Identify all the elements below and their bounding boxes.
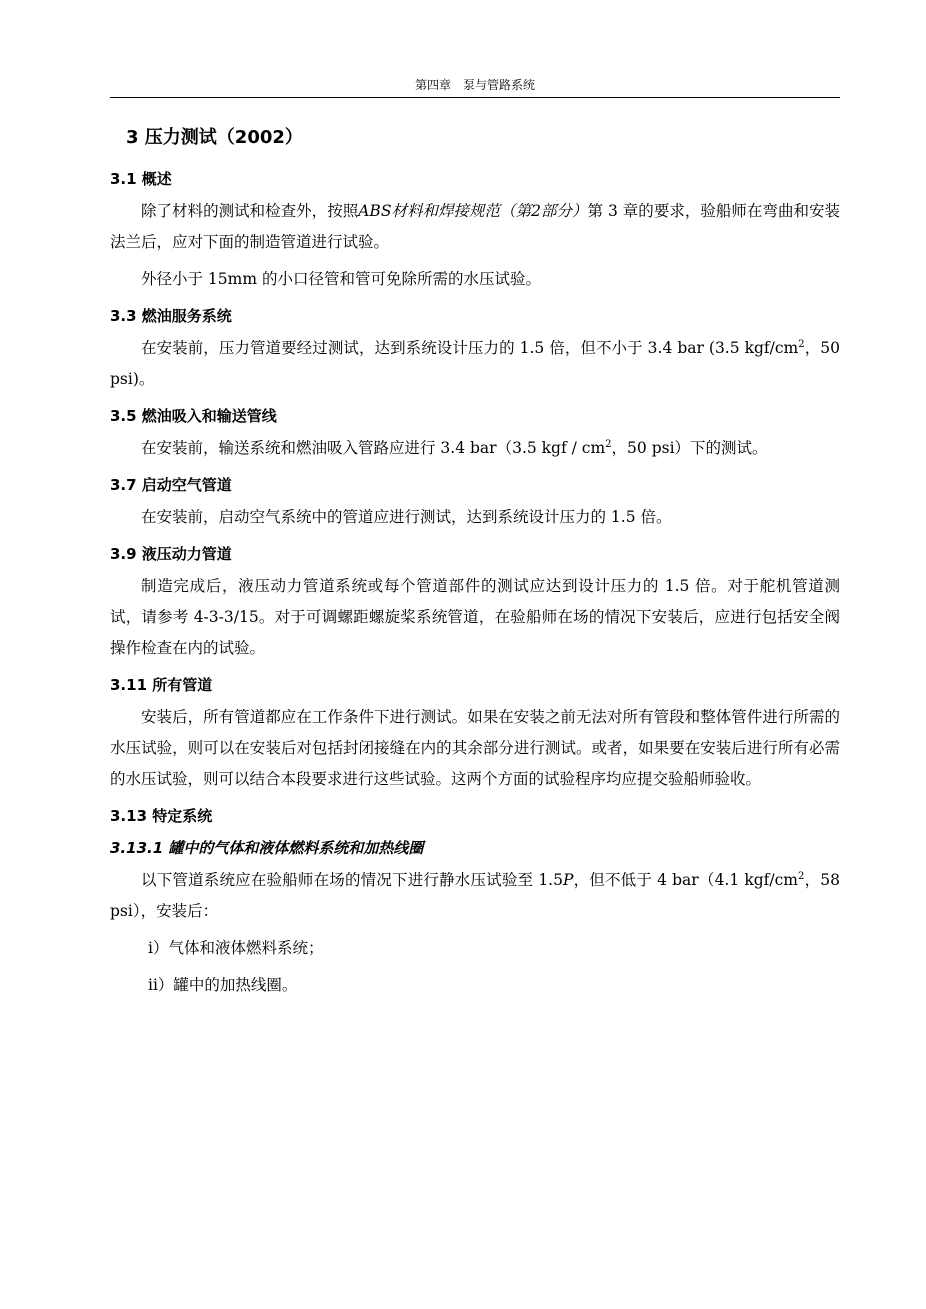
page-header: 第四章 泵与管路系统 bbox=[414, 78, 535, 92]
paragraph-3-5: 在安装前，输送系统和燃油吸入管路应进行 3.4 bar（3.5 kgf / $cm^2$，50 psi）下的测试。 bbox=[141, 438, 768, 457]
heading-3-11: 3.11 所有管道 bbox=[110, 676, 213, 694]
paragraph-3-1-b: 外径小于 15mm 的小口径管和管可免除所需的水压试验。 bbox=[141, 270, 541, 288]
list-item-1: i）气体和液体燃料系统； bbox=[148, 939, 324, 957]
paragraph-3-11: 安装后，所有管道都应在工作条件下进行测试。如果在安装之前无法对所有管段和整体管件进行所需的水压试验，则可以在安装后对包括封闭接缝在内的其余部分进行测试。或者，如果要在安装后进行所有必需的水压试验，则可以结合本段要求进行这些试验。这两个方面的试验程序均应提交验船师验收。 bbox=[110, 708, 840, 788]
heading-3-7: 3.7 启动空气管道 bbox=[110, 476, 232, 494]
paragraph-3-1-a: 除了材料的测试和检查外，按照ABS材料和焊接规范（第2部分）第 3 章的要求，验船师在弯曲和安装法兰后，应对下面的制造管道进行试验。 bbox=[110, 202, 840, 251]
paragraph-3-3: 在安装前，压力管道要经过测试，达到系统设计压力的 1.5 倍，但不小于 3.4 bar (3.5 kgf/$cm^2$，50 psi)。 bbox=[110, 338, 840, 388]
document-body bbox=[110, 110, 840, 1007]
paragraph-3-13-1: 以下管道系统应在验船师在场的情况下进行静水压试验至 1.5P，但不低于 4 bar（4.1 kgf/$cm^2$，58 psi），安装后： bbox=[110, 870, 840, 920]
heading-3-9: 3.9 液压动力管道 bbox=[110, 545, 232, 563]
paragraph-3-7: 在安装前，启动空气系统中的管道应进行测试，达到系统设计压力的 1.5 倍。 bbox=[141, 508, 672, 526]
list-item-2: ii）罐中的加热线圈。 bbox=[148, 976, 298, 994]
heading-3-5: 3.5 燃油吸入和输送管线 bbox=[110, 407, 277, 425]
section-title: 3 压力测试（2002） bbox=[126, 127, 303, 148]
heading-3-13-1: 3.13.1 罐中的气体和液体燃料系统和加热线圈 bbox=[110, 839, 424, 857]
heading-3-3: 3.3 燃油服务系统 bbox=[110, 307, 232, 325]
heading-3-13: 3.13 特定系统 bbox=[110, 807, 213, 825]
header-rule bbox=[110, 97, 840, 98]
paragraph-3-9: 制造完成后，液压动力管道系统或每个管道部件的测试应达到设计压力的 1.5 倍。对于舵机管道测试，请参考 4-3-3/15。对于可调螺距螺旋桨系统管道，在验船师在场的情况下安装后，应进行包括安全阀操作检查在内的试验。 bbox=[110, 577, 840, 657]
heading-3-1: 3.1 概述 bbox=[110, 170, 172, 188]
